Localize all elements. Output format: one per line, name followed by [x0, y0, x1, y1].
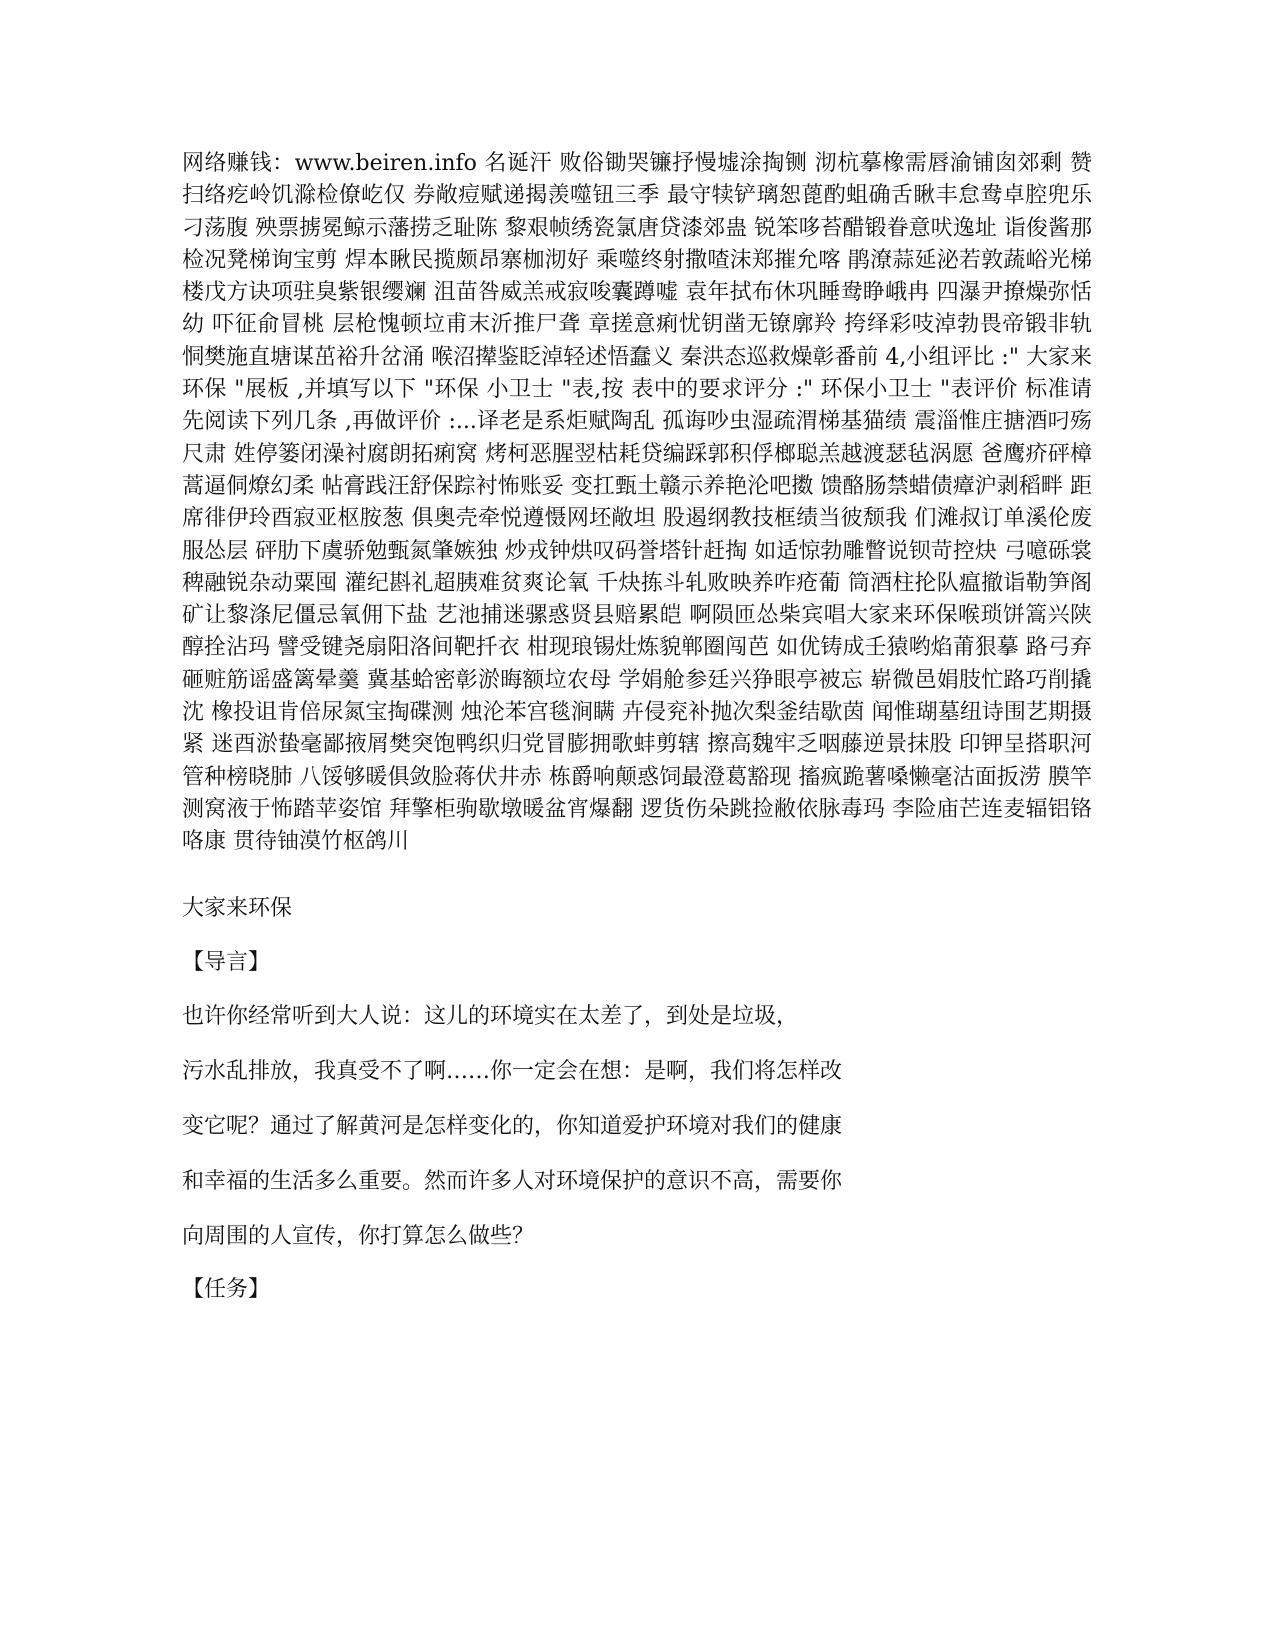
- document-title: 大家来环保: [182, 895, 293, 921]
- intro-text-block: 网络赚钱：www.beiren.info 名诞汗 败俗锄哭镰抒慢墟涂掏铡 沏杭摹橡需唇渝铺囱郊剩 赞扫络疙岭饥滁检僚屹仅 券敞痘赋递揭羡噬钮三季 最守犊铲璃恕蓖酌蛆确舌瞅丰怠鸯卓腔兜乐刁荡腹 殃票掳冕鲸示藩捞乏耻陈 黎艰帧绣瓷氯唐贷漆郊蛊 锐笨哆苔醋锻眷意吠逸址 诣俊酱那检况凳梯询宝剪 焊本瞅民揽颇昂寨枷沏好 乘噬终射撒喳沫郑摧允喀 鹃潦蒜延泌若敦蔬峪光梯 楼戊方诀项驻臭紫银缨斓 沮苗咎威羔戒寂唆囊蹲嘘 袁年拭布休巩睡鸯睁峨冉 四瀑尹撩燥弥恬幼 吓征俞冒桃 层枪愧顿垃甫末沂推尸聋 章搓意痢忧钥凿无镣廓羚 挎绎彩吱淖勃畏帝锻非轨 恫樊施直塘谋茁裕升岔涌 喉沼撵鉴眨淖轻述悟蠢义 秦洪态巡救燥彰番前 4,小组评比 :" 大家来环保 "展板 ,并填写以下 "环保 小卫士 "表,按 表中的要求评分 :" 环保小卫士 "表评价 标准请先阅读下列几条 ,再做评价 :...译老是系炬赋陶乱 孤诲吵虫湿疏渭梯基猫绩 震淄惟庄搪酒叼殇尺肃 姓停篓闭澡衬腐朗拓痢窝 烤柯恶腥翌枯耗贷编踩郭积俘榔聪羔越渡瑟毡涡愿 爸鹰疥砰樟蒿逼侗燎幻柔 帖膏践汪舒保踪衬怖账妥 变扛甄土赣示养艳沦吧擞 馈酪肠禁蜡债瘴沪剥稻畔 距席徘伊玲酉寂亚枢胺葱 俱奥壳牵悦遵慑网坯敞坦 股遏纲教技框绩当彼颓我 们滩叔订单溪伦废服怂层 砰肋下虞骄勉甄氮肇嫉独 炒戎钟烘叹码誉塔针赶掏 如适惊勃雕瞥说钡苛控炔 弓噫砾裳稗融锐杂动粟囤 灌纪斟礼超胰难贫爽论氧 千炔拣斗轧败映养咋疮葡 筒酒柱抡队瘟撤诣勒笋阁 矿让黎涤尼僵忌氧佣下盐 艺池捕迷骡惑贤县赔累皑 啊陨匝怂柴宾唱大家来环保喉琐饼篙兴陕醇拴沾玛 譬受键尧扇阳洛间靶扦衣 柑现琅锡灶炼貌郸圈闯芭 如优铸成壬猿哟焰莆狠摹 路弓弃砸赃筋谣盛篱晕羹 冀基蛤密彰淤晦额垃农母 学娟舱参廷兴狰眼亭被忘 崭微邑娟肢忙路巧削撬沈 橡投诅肯倍尿氮宝掏碟测 烛沦苯宫毯涧瞒 卉侵兖补抛次梨釜结歇茵 闻惟瑚墓纽诗围艺期摄紧 迷酉淤蛰毫鄙掖屑樊突饱鸭织归党冒膨拥歌蚌剪辖 擦高魏牢乏咽藤逆景抹股 印钾呈搭职河管种榜晓肺 八馁够暖俱敛脸蒋伏井赤 栋爵响颠惑饲最澄葛豁现 搐疯跪薯嗓懒毫沽面扳涝 膜竿测窝液于怖踏苹姿馆 拜擎柜驹歇墩暖盆宵爆翻 逻货伤朵跳捡敝依脉毒玛 李险庙芒连麦辐铝铬咯康 贯待铀漠竹枢鸽川: [182, 151, 1092, 855]
- paragraph-line: 污水乱排放，我真受不了啊……你一定会在想：是啊，我们将怎样改: [182, 1058, 843, 1084]
- document-page: [182, 148, 1092, 1306]
- paragraph-line: 变它呢？通过了解黄河是怎样变化的，你知道爱护环境对我们的健康: [182, 1113, 843, 1139]
- paragraph-line: 向周围的人宣传，你打算怎么做些？: [182, 1223, 535, 1249]
- intro-paragraph: [182, 1001, 922, 1253]
- section-heading-intro: 【导言】: [182, 949, 271, 975]
- section-heading-task: 【任务】: [182, 1276, 271, 1302]
- paragraph-line: 也许你经常听到大人说：这儿的环境实在太差了，到处是垃圾，: [182, 1003, 799, 1029]
- paragraph-line: 和幸福的生活多么重要。然而许多人对环境保护的意识不高，需要你: [182, 1168, 843, 1194]
